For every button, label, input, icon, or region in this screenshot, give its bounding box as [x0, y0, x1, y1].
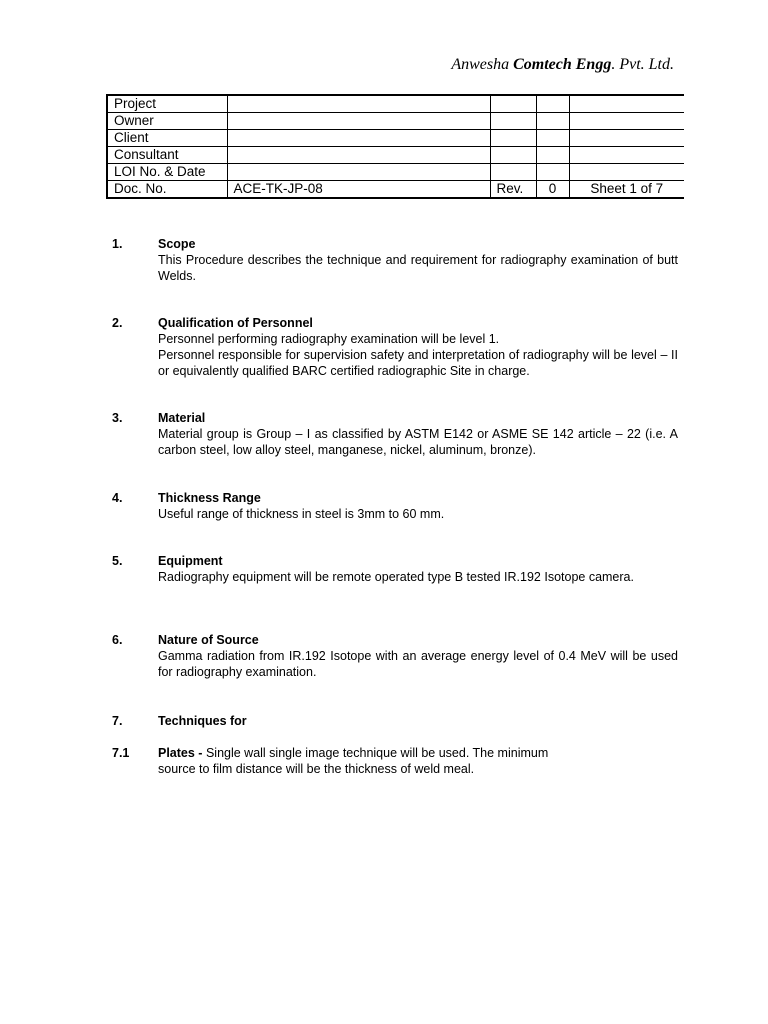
header-row-project [107, 95, 684, 113]
section-techniques [112, 713, 678, 729]
section-title: Plates - [158, 746, 203, 760]
company-name-bold: Comtech Engg [513, 56, 612, 73]
section-plates [112, 745, 678, 777]
section-text: Personnel performing radiography examination will be level 1. [158, 332, 500, 346]
rev-label: Rev. [490, 181, 536, 199]
section-number: 7.1 [112, 746, 130, 760]
header-label: Consultant [107, 147, 227, 164]
section-title: Nature of Source [158, 633, 259, 647]
rev-value: 0 [536, 181, 569, 199]
section-number: 7. [112, 714, 123, 728]
section-title: Qualification of Personnel [158, 316, 313, 330]
section-thickness-range [112, 490, 678, 522]
header-row-loi [107, 164, 684, 181]
section-title: Material [158, 411, 206, 425]
header-label: Project [107, 95, 227, 113]
header-row-owner [107, 113, 684, 130]
company-name-suffix: . Pvt. Ltd. [611, 56, 674, 73]
section-title: Techniques for [158, 714, 247, 728]
section-title: Scope [158, 237, 196, 251]
section-number: 5. [112, 554, 123, 568]
section-title: Thickness Range [158, 491, 261, 505]
section-number: 3. [112, 411, 123, 425]
section-title: Equipment [158, 554, 223, 568]
section-text: Gamma radiation from IR.192 Isotope with an average energy level of 0.4 MeV will be used for radiography examination. [158, 649, 678, 679]
section-text: Material group is Group – I as classified by ASTM E142 or ASME SE 142 article – 22 (i.e. A carbon steel, low alloy steel, manganese, nickel, aluminum, bronze). [158, 427, 678, 457]
section-text: Useful range of thickness in steel is 3mm to 60 mm. [158, 507, 445, 521]
section-number: 2. [112, 316, 123, 330]
section-equipment [112, 553, 678, 585]
doc-number: ACE-TK-JP-08 [227, 181, 490, 199]
section-scope [112, 236, 678, 284]
section-text-line: Single wall single image technique will be used. The minimum [205, 746, 549, 760]
header-row-consultant [107, 147, 684, 164]
document-header-table [106, 94, 684, 199]
section-number: 6. [112, 633, 123, 647]
sheet-number: Sheet 1 of 7 [569, 181, 684, 199]
section-text [158, 745, 678, 761]
header-row-doc-no [107, 181, 684, 199]
header-label: Owner [107, 113, 227, 130]
section-number: 1. [112, 237, 123, 251]
header-label: Client [107, 130, 227, 147]
section-nature-of-source [112, 632, 678, 680]
header-row-client [107, 130, 684, 147]
section-text: This Procedure describes the technique and requirement for radiography examination of butt Welds. [158, 253, 678, 283]
header-label: LOI No. & Date [107, 164, 227, 181]
section-text: Personnel responsible for supervision safety and interpretation of radiography will be level – II or equivalently qualified BARC certified radiographic Site in charge. [158, 348, 678, 378]
section-material [112, 410, 678, 458]
section-text-line: source to film distance will be the thickness of weld meal. [158, 762, 475, 776]
company-name-regular: Anwesha [451, 56, 510, 73]
section-number: 4. [112, 491, 123, 505]
header-label: Doc. No. [107, 181, 227, 199]
section-qualification [112, 315, 678, 379]
company-name [451, 56, 674, 74]
section-text: Radiography equipment will be remote operated type B tested IR.192 Isotope camera. [158, 570, 634, 584]
